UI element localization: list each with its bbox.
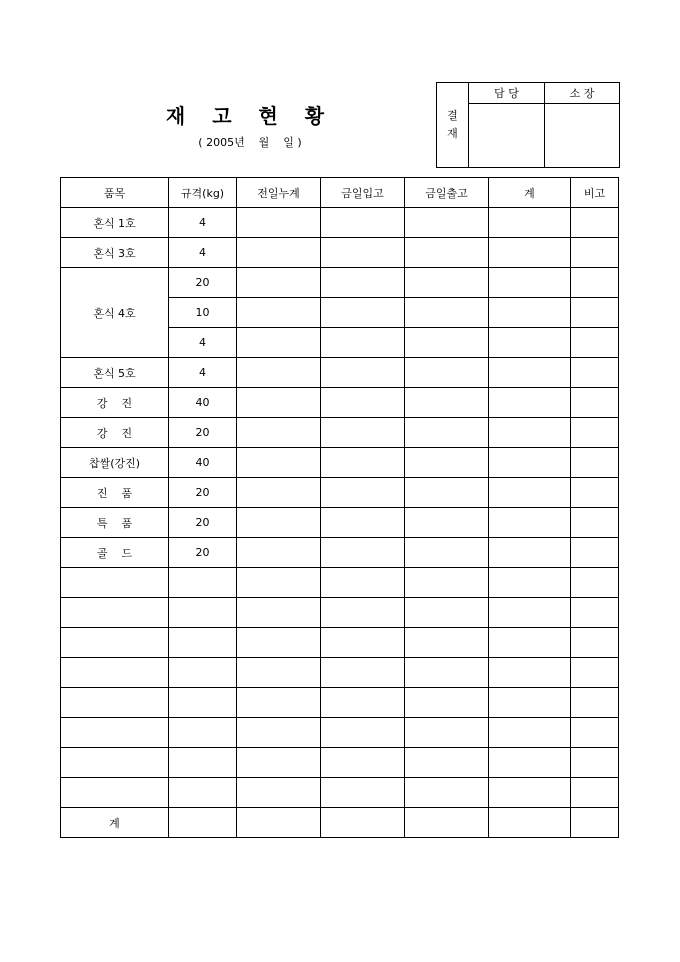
table-row [61, 628, 619, 658]
total-cell[interactable] [489, 238, 571, 268]
today-out-cell[interactable] [405, 658, 489, 688]
note-cell[interactable] [571, 598, 619, 628]
item-cell: 찹쌀(강진) [61, 448, 169, 478]
total-cell[interactable] [489, 508, 571, 538]
note-cell[interactable] [571, 718, 619, 748]
note-cell[interactable] [571, 448, 619, 478]
prev-total-cell[interactable] [237, 208, 321, 238]
today-in-cell[interactable] [321, 208, 405, 238]
table-row [61, 268, 619, 298]
col-header-today-out: 금일출고 [405, 178, 489, 208]
prev-total-cell[interactable] [237, 748, 321, 778]
today-in-cell[interactable] [321, 658, 405, 688]
approval-side-label [437, 83, 469, 168]
note-cell[interactable] [571, 688, 619, 718]
today-in-cell[interactable] [321, 718, 405, 748]
table-row [61, 568, 619, 598]
spec-cell: 20 [169, 538, 237, 568]
prev-total-cell[interactable] [237, 358, 321, 388]
approval-sign-director[interactable] [545, 104, 620, 168]
today-in-cell[interactable] [321, 628, 405, 658]
today-out-cell[interactable] [405, 538, 489, 568]
item-cell[interactable] [61, 778, 169, 808]
today-out-cell[interactable] [405, 718, 489, 748]
today-out-cell[interactable] [405, 628, 489, 658]
total-cell[interactable] [489, 688, 571, 718]
table-row [61, 478, 619, 508]
document-title: 재 고 현 황 [165, 104, 335, 128]
prev-total-cell[interactable] [237, 268, 321, 298]
prev-total-cell[interactable] [237, 418, 321, 448]
spec-cell[interactable] [169, 718, 237, 748]
spec-cell: 4 [169, 328, 237, 358]
table-row [61, 538, 619, 568]
item-cell: 강 진 [61, 388, 169, 418]
col-header-note: 비고 [571, 178, 619, 208]
total-cell[interactable] [489, 658, 571, 688]
table-row [61, 358, 619, 388]
spec-cell[interactable] [169, 628, 237, 658]
item-cell[interactable] [61, 568, 169, 598]
item-cell[interactable] [61, 718, 169, 748]
note-cell[interactable] [571, 298, 619, 328]
today-in-cell[interactable] [321, 598, 405, 628]
prev-total-cell[interactable] [237, 388, 321, 418]
prev-total-cell[interactable] [237, 448, 321, 478]
prev-total-cell[interactable] [237, 718, 321, 748]
today-in-cell[interactable] [321, 448, 405, 478]
spec-cell: 20 [169, 418, 237, 448]
today-in-cell[interactable] [321, 778, 405, 808]
today-in-cell[interactable] [321, 268, 405, 298]
note-cell[interactable] [571, 238, 619, 268]
total-cell[interactable] [489, 328, 571, 358]
spec-cell[interactable] [169, 598, 237, 628]
spec-cell: 4 [169, 238, 237, 268]
prev-total-cell[interactable] [237, 328, 321, 358]
total-cell[interactable] [489, 208, 571, 238]
today-out-cell[interactable] [405, 448, 489, 478]
note-cell[interactable] [571, 808, 619, 838]
today-in-cell[interactable] [321, 298, 405, 328]
note-cell[interactable] [571, 358, 619, 388]
total-cell[interactable] [489, 628, 571, 658]
item-cell: 혼식 3호 [61, 238, 169, 268]
today-out-cell[interactable] [405, 778, 489, 808]
table-row [61, 718, 619, 748]
today-out-cell[interactable] [405, 298, 489, 328]
table-row [61, 388, 619, 418]
total-cell[interactable] [489, 358, 571, 388]
prev-total-cell[interactable] [237, 508, 321, 538]
prev-total-cell[interactable] [237, 778, 321, 808]
today-out-cell[interactable] [405, 358, 489, 388]
table-row [61, 508, 619, 538]
note-cell[interactable] [571, 778, 619, 808]
today-in-cell[interactable] [321, 688, 405, 718]
total-row [61, 808, 619, 838]
today-in-cell[interactable] [321, 328, 405, 358]
total-cell[interactable] [489, 718, 571, 748]
spec-cell[interactable] [169, 688, 237, 718]
today-out-cell[interactable] [405, 688, 489, 718]
prev-total-cell[interactable] [237, 538, 321, 568]
prev-total-cell[interactable] [237, 238, 321, 268]
item-cell[interactable] [61, 688, 169, 718]
date-line: ( 2005년 월 일 ) [198, 136, 302, 149]
spec-cell[interactable] [169, 808, 237, 838]
approval-col-director: 소 장 [545, 83, 620, 104]
approval-box [436, 82, 620, 168]
today-in-cell[interactable] [321, 478, 405, 508]
today-in-cell[interactable] [321, 568, 405, 598]
item-cell[interactable] [61, 628, 169, 658]
prev-total-cell[interactable] [237, 658, 321, 688]
inventory-table [60, 177, 619, 838]
today-out-cell[interactable] [405, 748, 489, 778]
table-row [61, 748, 619, 778]
total-row-label: 계 [61, 808, 169, 838]
prev-total-cell[interactable] [237, 628, 321, 658]
note-cell[interactable] [571, 418, 619, 448]
spec-cell: 20 [169, 268, 237, 298]
table-header-row [61, 178, 619, 208]
note-cell[interactable] [571, 478, 619, 508]
note-cell[interactable] [571, 658, 619, 688]
item-cell[interactable] [61, 658, 169, 688]
total-cell[interactable] [489, 568, 571, 598]
table-row [61, 778, 619, 808]
today-out-cell[interactable] [405, 388, 489, 418]
total-cell[interactable] [489, 538, 571, 568]
prev-total-cell[interactable] [237, 478, 321, 508]
total-cell[interactable] [489, 418, 571, 448]
approval-side-label-2: 재 [447, 127, 458, 140]
item-cell[interactable] [61, 748, 169, 778]
spec-cell: 10 [169, 298, 237, 328]
item-cell: 강 진 [61, 418, 169, 448]
today-out-cell[interactable] [405, 238, 489, 268]
spec-cell: 4 [169, 358, 237, 388]
item-cell: 특 품 [61, 508, 169, 538]
col-header-prev-total: 전일누계 [237, 178, 321, 208]
today-out-cell[interactable] [405, 268, 489, 298]
today-out-cell[interactable] [405, 508, 489, 538]
spec-cell: 20 [169, 508, 237, 538]
note-cell[interactable] [571, 568, 619, 598]
table-row [61, 448, 619, 478]
total-cell[interactable] [489, 388, 571, 418]
note-cell[interactable] [571, 628, 619, 658]
note-cell[interactable] [571, 748, 619, 778]
approval-col-manager: 담 당 [469, 83, 545, 104]
item-cell: 혼식 5호 [61, 358, 169, 388]
table-row [61, 418, 619, 448]
table-row [61, 598, 619, 628]
today-out-cell[interactable] [405, 478, 489, 508]
total-cell[interactable] [489, 598, 571, 628]
today-in-cell[interactable] [321, 538, 405, 568]
prev-total-cell[interactable] [237, 298, 321, 328]
prev-total-cell[interactable] [237, 808, 321, 838]
note-cell[interactable] [571, 268, 619, 298]
spec-cell[interactable] [169, 778, 237, 808]
today-in-cell[interactable] [321, 748, 405, 778]
total-cell[interactable] [489, 808, 571, 838]
today-out-cell[interactable] [405, 418, 489, 448]
approval-side-label-1: 결 [447, 109, 458, 122]
prev-total-cell[interactable] [237, 688, 321, 718]
total-cell[interactable] [489, 268, 571, 298]
total-cell[interactable] [489, 298, 571, 328]
col-header-total: 계 [489, 178, 571, 208]
note-cell[interactable] [571, 208, 619, 238]
table-row [61, 238, 619, 268]
prev-total-cell[interactable] [237, 568, 321, 598]
today-out-cell[interactable] [405, 598, 489, 628]
table-row [61, 208, 619, 238]
col-header-today-in: 금일입고 [321, 178, 405, 208]
item-cell: 혼식 1호 [61, 208, 169, 238]
item-cell: 혼식 4호 [61, 268, 169, 358]
today-in-cell[interactable] [321, 388, 405, 418]
spec-cell[interactable] [169, 568, 237, 598]
spec-cell: 40 [169, 388, 237, 418]
today-in-cell[interactable] [321, 238, 405, 268]
item-cell: 진 품 [61, 478, 169, 508]
spec-cell[interactable] [169, 658, 237, 688]
today-out-cell[interactable] [405, 568, 489, 598]
table-row [61, 688, 619, 718]
approval-sign-manager[interactable] [469, 104, 545, 168]
total-cell[interactable] [489, 748, 571, 778]
spec-cell: 4 [169, 208, 237, 238]
today-out-cell[interactable] [405, 808, 489, 838]
col-header-item: 품목 [61, 178, 169, 208]
total-cell[interactable] [489, 478, 571, 508]
col-header-spec: 규격(kg) [169, 178, 237, 208]
note-cell[interactable] [571, 328, 619, 358]
note-cell[interactable] [571, 538, 619, 568]
today-in-cell[interactable] [321, 808, 405, 838]
prev-total-cell[interactable] [237, 598, 321, 628]
total-cell[interactable] [489, 778, 571, 808]
note-cell[interactable] [571, 388, 619, 418]
item-cell: 골 드 [61, 538, 169, 568]
today-in-cell[interactable] [321, 418, 405, 448]
table-row [61, 658, 619, 688]
today-in-cell[interactable] [321, 508, 405, 538]
spec-cell[interactable] [169, 748, 237, 778]
item-cell[interactable] [61, 598, 169, 628]
note-cell[interactable] [571, 508, 619, 538]
total-cell[interactable] [489, 448, 571, 478]
today-out-cell[interactable] [405, 208, 489, 238]
today-in-cell[interactable] [321, 358, 405, 388]
today-out-cell[interactable] [405, 328, 489, 358]
spec-cell: 40 [169, 448, 237, 478]
spec-cell: 20 [169, 478, 237, 508]
